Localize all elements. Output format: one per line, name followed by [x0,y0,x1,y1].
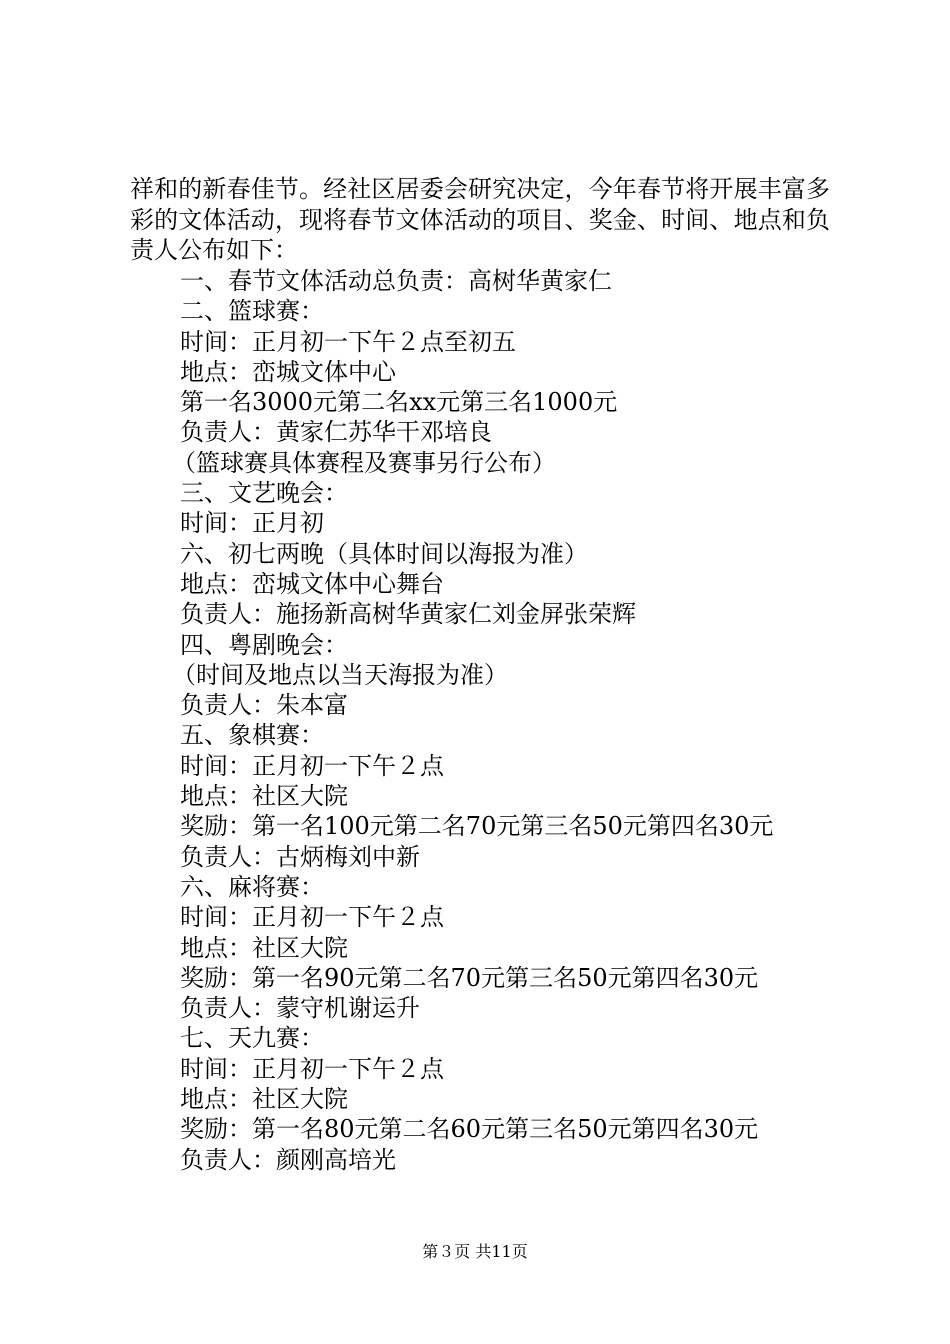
line-gala-leads: 负责人：施扬新高树华黄家仁刘金屏张荣辉 [180,600,636,629]
line-tianjiu-leads: 负责人：颜刚高培光 [180,1145,396,1174]
line-gala-time: 时间：正月初 [180,509,324,538]
line-basketball-note: （篮球赛具体赛程及赛事另行公布） [172,448,556,477]
line-gala-heading: 三、文艺晚会： [180,479,348,508]
line-chess-time: 时间：正月初一下午２点 [180,751,444,780]
line-mahjong-heading: 六、麻将赛： [180,872,324,901]
line-general-lead: 一、春节文体活动总负责：高树华黄家仁 [180,267,612,295]
intro-paragraph: 祥和的新春佳节。经社区居委会研究决定，今年春节将开展丰富多彩的文体活动，现将春节文体活动的项目、奖金、时间、地点和负责人公布如下： [130,175,830,264]
line-gala-time-cont: 六、初七两晚（具体时间以海报为准） [180,539,588,568]
line-chess-prizes: 奖励：第一名100元第二名70元第三名50元第四名30元 [180,812,774,841]
line-basketball-prizes: 第一名3000元第二名xx元第三名1000元 [180,388,618,417]
line-opera-heading: 四、粤剧晚会： [180,630,348,659]
line-tianjiu-place: 地点：社区大院 [180,1085,348,1114]
announcement-lines [0,266,950,1175]
line-tianjiu-time: 时间：正月初一下午２点 [180,1054,444,1083]
line-chess-leads: 负责人：古炳梅刘中新 [180,842,420,871]
line-tianjiu-heading: 七、天九赛： [180,1024,324,1053]
line-mahjong-time: 时间：正月初一下午２点 [180,903,444,932]
line-mahjong-prizes: 奖励：第一名90元第二名70元第三名50元第四名30元 [180,963,759,992]
line-chess-heading: 五、象棋赛： [180,721,324,750]
line-basketball-place: 地点：峦城文体中心 [180,357,396,386]
line-basketball-leads: 负责人：黄家仁苏华干邓培良 [180,418,492,447]
line-tianjiu-prizes: 奖励：第一名80元第二名60元第三名50元第四名30元 [180,1115,759,1144]
line-chess-place: 地点：社区大院 [180,782,348,811]
line-basketball-time: 时间：正月初一下午２点至初五 [180,327,516,356]
page-number-footer: 第３页 共11页 [422,1242,528,1261]
line-basketball-heading: 二、篮球赛： [180,297,324,326]
line-opera-note: （时间及地点以当天海报为准） [172,660,508,689]
line-gala-place: 地点：峦城文体中心舞台 [180,569,444,598]
line-mahjong-leads: 负责人：蒙守机谢运升 [180,994,420,1023]
line-opera-lead: 负责人：朱本富 [180,691,348,720]
line-mahjong-place: 地点：社区大院 [180,933,348,962]
